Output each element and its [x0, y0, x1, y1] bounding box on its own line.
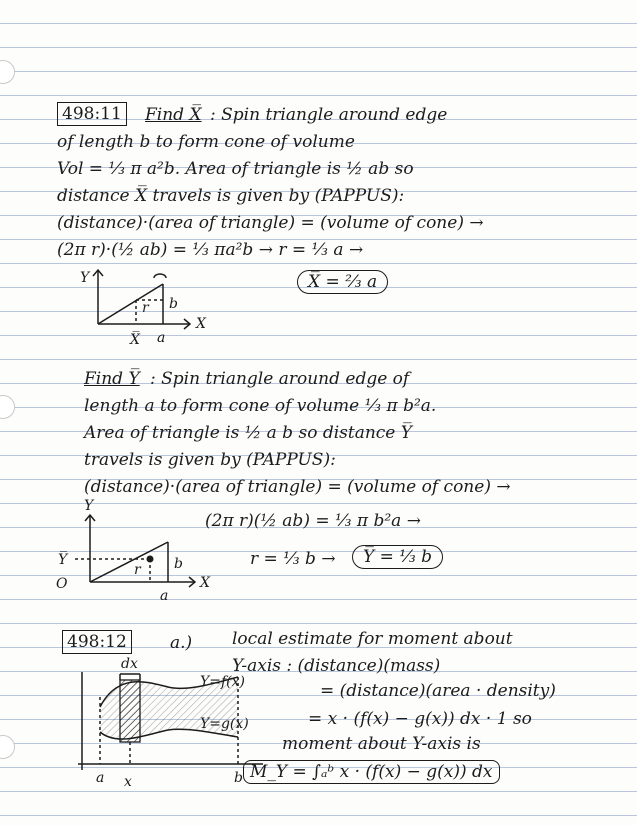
hypotenuse	[98, 284, 163, 324]
text-line: moment about Y-axis is	[282, 734, 481, 754]
text-line: (distance)·(area of triangle) = (volume of cone) →	[84, 477, 511, 497]
text-line: Area of triangle is ½ a b so distance Y̅	[84, 423, 412, 443]
part-label: a.)	[170, 633, 193, 653]
axis-label-y: Y	[84, 498, 94, 514]
label-a: a	[157, 330, 166, 346]
label-b: b	[174, 556, 183, 572]
text-line: : Spin triangle around edge	[210, 105, 448, 125]
hypotenuse	[90, 542, 168, 582]
binder-hole	[0, 735, 15, 759]
text-line: (distance)·(area of triangle) = (volume of cone) →	[57, 213, 484, 233]
text-line: of length b to form cone of volume	[57, 132, 355, 152]
label-origin: O	[56, 576, 68, 592]
problem-label: 498:12	[62, 630, 132, 654]
problem-label: 498:11	[57, 102, 127, 126]
strip	[120, 680, 140, 742]
centroid-point	[147, 556, 154, 563]
label-r: r	[142, 300, 149, 316]
label-a: a	[96, 770, 105, 786]
label-g: Y=g(x)	[200, 716, 249, 732]
axis-label-x: X	[196, 316, 206, 332]
text-line: local estimate for moment about	[232, 629, 513, 649]
boxed-result: M_Y = ∫ₐᵇ x · (f(x) − g(x)) dx	[243, 760, 500, 784]
part-heading: Find Y̅	[84, 369, 140, 389]
text-line: (2π r)·(½ ab) = ⅓ πa²b → r = ⅓ a →	[57, 240, 364, 260]
text-line: travels is given by (PAPPUS):	[84, 450, 336, 470]
axis-label-y: Y	[80, 270, 90, 286]
text-line: distance X̅ travels is given by (PAPPUS):	[57, 186, 405, 206]
binder-hole	[0, 395, 15, 419]
text-line: (2π r)(½ ab) = ⅓ π b²a →	[205, 511, 421, 531]
moment-figure	[68, 652, 273, 792]
label-f: Y=f(x)	[200, 674, 245, 690]
binder-hole	[0, 60, 15, 84]
part-heading: Find X̅	[145, 105, 202, 125]
label-b: b	[234, 770, 243, 786]
triangle-figure-xbar	[70, 262, 210, 347]
label-x: x	[124, 774, 132, 790]
label-dx: dx	[121, 656, 138, 672]
label-r: r	[134, 562, 141, 578]
text-line: : Spin triangle around edge of	[150, 369, 410, 389]
triangle-figure-ybar	[50, 500, 220, 602]
axis-label-x: X	[200, 575, 210, 591]
text-line: r = ⅓ b →	[250, 549, 336, 569]
text-line: Vol = ⅓ π a²b. Area of triangle is ½ ab so	[57, 159, 414, 179]
text-line: = x · (f(x) − g(x)) dx · 1 so	[308, 709, 532, 729]
text-line: Y-axis : (distance)(mass)	[232, 656, 441, 676]
boxed-result: Y̅ = ⅓ b	[352, 545, 443, 569]
label-b: b	[169, 296, 178, 312]
label-xbar: X̅	[130, 332, 140, 348]
text-line: length a to form cone of volume ⅓ π b²a.	[84, 396, 437, 416]
label-a: a	[160, 588, 169, 604]
boxed-result: X̅ = ⅔ a	[297, 270, 388, 294]
label-ybar: Y̅	[58, 552, 68, 568]
rotation-arrow	[154, 274, 166, 278]
text-line: = (distance)(area · density)	[320, 681, 556, 701]
